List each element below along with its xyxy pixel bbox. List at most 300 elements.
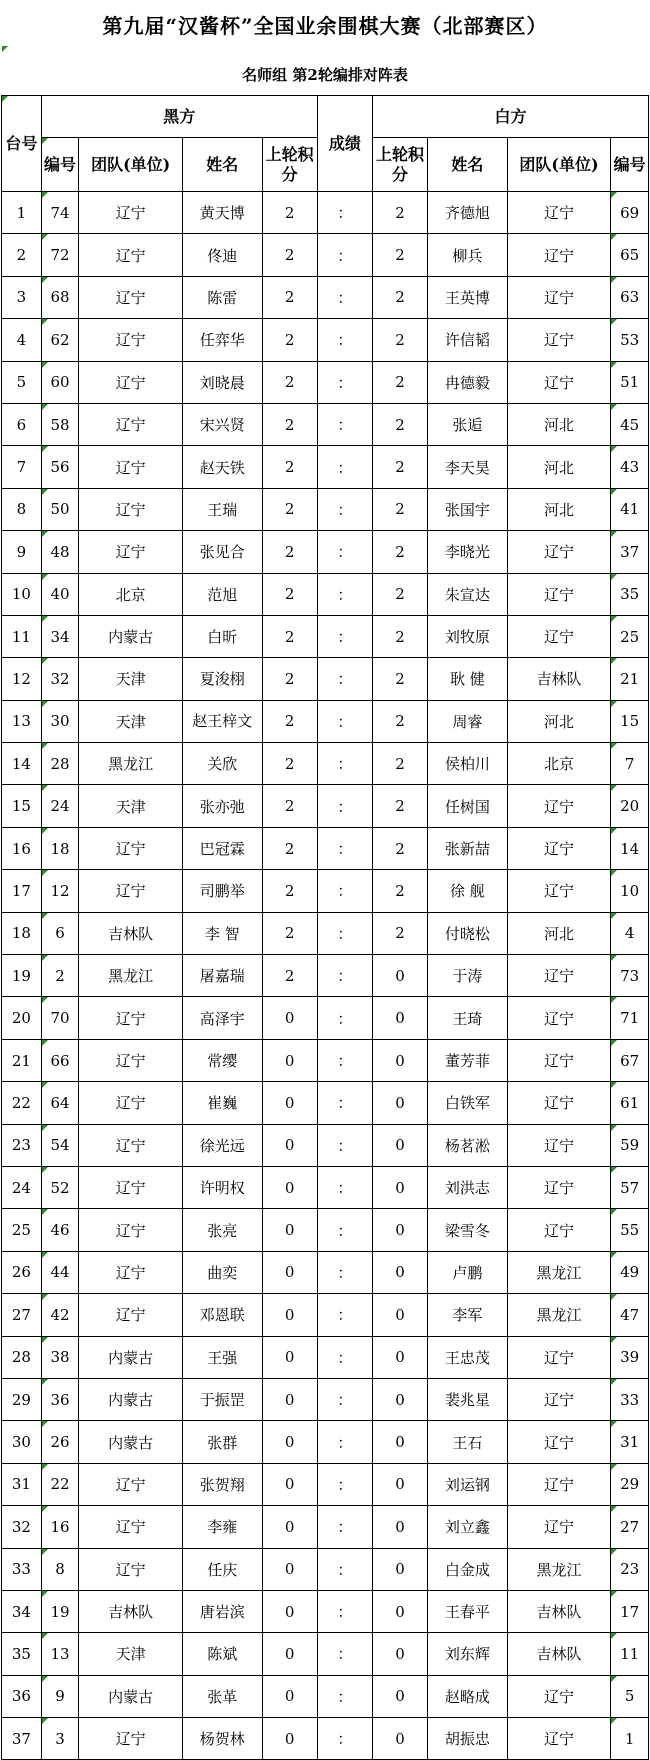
table-row	[2, 1166, 649, 1208]
white-prev-score: 2	[372, 446, 427, 488]
black-prev-score: 0	[262, 1039, 317, 1081]
black-player-name: 巴冠霖	[183, 827, 262, 869]
board-number: 24	[2, 1166, 42, 1208]
white-side-header: 白方	[372, 96, 648, 138]
black-player-name: 张见合	[183, 531, 262, 573]
board-number: 4	[2, 319, 42, 361]
black-player-name: 刘晓晨	[183, 361, 262, 403]
white-team: 辽宁	[507, 1675, 611, 1717]
result-cell: ：	[317, 192, 372, 234]
table-row	[2, 1336, 649, 1378]
white-player-name: 张国宇	[428, 488, 507, 530]
white-player-number: 49	[611, 1251, 649, 1293]
white-player-name: 任树国	[428, 785, 507, 827]
table-row	[2, 361, 649, 403]
black-prev-score: 0	[262, 1590, 317, 1632]
black-player-number: 60	[41, 361, 79, 403]
black-score-header: 上轮积分	[262, 138, 317, 192]
table-row	[2, 1124, 649, 1166]
white-prev-score: 2	[372, 785, 427, 827]
result-cell: ：	[317, 1421, 372, 1463]
white-player-name: 胡振忠	[428, 1718, 507, 1760]
black-player-name: 崔巍	[183, 1082, 262, 1124]
white-prev-score: 2	[372, 870, 427, 912]
board-number: 5	[2, 361, 42, 403]
black-team: 辽宁	[79, 1124, 183, 1166]
result-cell: ：	[317, 1294, 372, 1336]
result-cell: ：	[317, 912, 372, 954]
board-number: 27	[2, 1294, 42, 1336]
black-player-number: 56	[41, 446, 79, 488]
board-header: 台号	[2, 96, 42, 192]
white-team: 河北	[507, 700, 611, 742]
result-cell: ：	[317, 743, 372, 785]
black-prev-score: 2	[262, 743, 317, 785]
result-cell: ：	[317, 1378, 372, 1420]
black-team: 辽宁	[79, 827, 183, 869]
black-prev-score: 2	[262, 192, 317, 234]
black-player-name: 张革	[183, 1675, 262, 1717]
white-player-number: 4	[611, 912, 649, 954]
table-row	[2, 1039, 649, 1081]
black-team: 辽宁	[79, 1251, 183, 1293]
black-player-name: 邓恩联	[183, 1294, 262, 1336]
black-player-name: 张亦弛	[183, 785, 262, 827]
black-player-number: 70	[41, 997, 79, 1039]
white-player-number: 17	[611, 1590, 649, 1632]
black-player-number: 38	[41, 1336, 79, 1378]
black-player-number: 58	[41, 403, 79, 445]
white-team: 辽宁	[507, 870, 611, 912]
result-cell: ：	[317, 700, 372, 742]
white-player-name: 张逅	[428, 403, 507, 445]
white-prev-score: 0	[372, 1590, 427, 1632]
black-team: 辽宁	[79, 192, 183, 234]
result-cell: ：	[317, 1463, 372, 1505]
white-prev-score: 0	[372, 1675, 427, 1717]
black-prev-score: 2	[262, 488, 317, 530]
white-player-number: 47	[611, 1294, 649, 1336]
white-player-name: 王琦	[428, 997, 507, 1039]
white-player-number: 65	[611, 234, 649, 276]
black-player-name: 曲奕	[183, 1251, 262, 1293]
white-player-number: 41	[611, 488, 649, 530]
white-team: 河北	[507, 403, 611, 445]
table-row	[2, 1294, 649, 1336]
white-number-header: 编号	[611, 138, 649, 192]
white-player-name: 杨茗淞	[428, 1124, 507, 1166]
black-number-header: 编号	[41, 138, 79, 192]
white-player-name: 冉德毅	[428, 361, 507, 403]
black-player-number: 13	[41, 1633, 79, 1675]
white-prev-score: 0	[372, 1421, 427, 1463]
black-player-number: 40	[41, 573, 79, 615]
white-player-number: 23	[611, 1548, 649, 1590]
black-prev-score: 0	[262, 1082, 317, 1124]
white-player-name: 李军	[428, 1294, 507, 1336]
white-player-number: 37	[611, 531, 649, 573]
black-player-name: 赵王梓文	[183, 700, 262, 742]
white-player-number: 45	[611, 403, 649, 445]
table-row	[2, 192, 649, 234]
board-number: 19	[2, 955, 42, 997]
black-player-number: 62	[41, 319, 79, 361]
white-prev-score: 0	[372, 1124, 427, 1166]
white-prev-score: 2	[372, 912, 427, 954]
result-cell: ：	[317, 1590, 372, 1632]
black-player-number: 34	[41, 615, 79, 657]
white-team: 辽宁	[507, 361, 611, 403]
result-cell: ：	[317, 1209, 372, 1251]
white-prev-score: 2	[372, 827, 427, 869]
black-team: 辽宁	[79, 1039, 183, 1081]
white-team: 辽宁	[507, 1463, 611, 1505]
black-team: 辽宁	[79, 1548, 183, 1590]
black-prev-score: 2	[262, 700, 317, 742]
white-player-number: 53	[611, 319, 649, 361]
black-player-number: 28	[41, 743, 79, 785]
white-team: 辽宁	[507, 1378, 611, 1420]
white-player-number: 7	[611, 743, 649, 785]
white-player-number: 5	[611, 1675, 649, 1717]
black-player-name: 唐岩滨	[183, 1590, 262, 1632]
white-team: 吉林队	[507, 658, 611, 700]
black-team: 辽宁	[79, 531, 183, 573]
black-team: 辽宁	[79, 1209, 183, 1251]
black-team: 天津	[79, 658, 183, 700]
white-team: 辽宁	[507, 615, 611, 657]
result-cell: ：	[317, 1166, 372, 1208]
white-prev-score: 0	[372, 997, 427, 1039]
white-team: 辽宁	[507, 276, 611, 318]
white-team: 吉林队	[507, 1633, 611, 1675]
table-row	[2, 615, 649, 657]
table-row	[2, 1421, 649, 1463]
result-cell: ：	[317, 531, 372, 573]
black-prev-score: 0	[262, 1633, 317, 1675]
black-player-number: 68	[41, 276, 79, 318]
black-player-name: 夏浚栩	[183, 658, 262, 700]
board-number: 2	[2, 234, 42, 276]
board-number: 14	[2, 743, 42, 785]
table-row	[2, 870, 649, 912]
white-prev-score: 2	[372, 234, 427, 276]
white-player-name: 王忠茂	[428, 1336, 507, 1378]
board-number: 1	[2, 192, 42, 234]
black-team: 辽宁	[79, 488, 183, 530]
black-player-number: 32	[41, 658, 79, 700]
white-player-number: 21	[611, 658, 649, 700]
black-prev-score: 0	[262, 1378, 317, 1420]
table-row	[2, 743, 649, 785]
board-number: 28	[2, 1336, 42, 1378]
black-team: 北京	[79, 573, 183, 615]
black-player-name: 任弈华	[183, 319, 262, 361]
board-number: 9	[2, 531, 42, 573]
white-prev-score: 2	[372, 319, 427, 361]
black-prev-score: 0	[262, 1718, 317, 1760]
black-team: 辽宁	[79, 234, 183, 276]
black-team: 天津	[79, 1633, 183, 1675]
table-row	[2, 785, 649, 827]
white-player-number: 27	[611, 1506, 649, 1548]
black-team: 天津	[79, 785, 183, 827]
white-player-name: 付晓松	[428, 912, 507, 954]
board-number: 25	[2, 1209, 42, 1251]
board-number: 36	[2, 1675, 42, 1717]
black-prev-score: 2	[262, 955, 317, 997]
white-prev-score: 2	[372, 615, 427, 657]
table-row	[2, 488, 649, 530]
black-team: 辽宁	[79, 997, 183, 1039]
white-team: 辽宁	[507, 1209, 611, 1251]
black-player-number: 8	[41, 1548, 79, 1590]
white-prev-score: 0	[372, 955, 427, 997]
white-prev-score: 0	[372, 1251, 427, 1293]
result-cell: ：	[317, 785, 372, 827]
black-player-number: 36	[41, 1378, 79, 1420]
result-cell: ：	[317, 997, 372, 1039]
table-row	[2, 827, 649, 869]
black-team: 辽宁	[79, 1082, 183, 1124]
board-number: 23	[2, 1124, 42, 1166]
white-team: 辽宁	[507, 531, 611, 573]
white-player-name: 白金成	[428, 1548, 507, 1590]
black-team: 辽宁	[79, 870, 183, 912]
white-player-name: 白铁军	[428, 1082, 507, 1124]
white-team: 辽宁	[507, 955, 611, 997]
white-player-name: 李晓光	[428, 531, 507, 573]
black-prev-score: 2	[262, 658, 317, 700]
board-number: 3	[2, 276, 42, 318]
white-prev-score: 2	[372, 403, 427, 445]
table-row	[2, 1633, 649, 1675]
white-team: 黑龙江	[507, 1251, 611, 1293]
white-player-number: 55	[611, 1209, 649, 1251]
result-cell: ：	[317, 1124, 372, 1166]
black-player-number: 48	[41, 531, 79, 573]
white-player-number: 33	[611, 1378, 649, 1420]
white-player-name: 王春平	[428, 1590, 507, 1632]
white-prev-score: 0	[372, 1463, 427, 1505]
table-row	[2, 573, 649, 615]
black-player-number: 16	[41, 1506, 79, 1548]
black-team: 辽宁	[79, 1506, 183, 1548]
white-team: 黑龙江	[507, 1548, 611, 1590]
white-team: 辽宁	[507, 192, 611, 234]
white-player-name: 王英博	[428, 276, 507, 318]
board-number: 34	[2, 1590, 42, 1632]
white-team: 辽宁	[507, 1124, 611, 1166]
table-row	[2, 403, 649, 445]
result-cell: ：	[317, 658, 372, 700]
result-cell: ：	[317, 870, 372, 912]
table-row	[2, 997, 649, 1039]
black-player-number: 42	[41, 1294, 79, 1336]
white-prev-score: 0	[372, 1294, 427, 1336]
white-player-name: 徐 舰	[428, 870, 507, 912]
white-player-name: 周睿	[428, 700, 507, 742]
white-prev-score: 0	[372, 1378, 427, 1420]
board-number: 11	[2, 615, 42, 657]
black-player-name: 关欣	[183, 743, 262, 785]
black-player-number: 64	[41, 1082, 79, 1124]
white-team: 辽宁	[507, 1082, 611, 1124]
white-team: 辽宁	[507, 1336, 611, 1378]
black-player-number: 26	[41, 1421, 79, 1463]
white-prev-score: 2	[372, 658, 427, 700]
black-team: 黑龙江	[79, 955, 183, 997]
white-team: 辽宁	[507, 1506, 611, 1548]
black-player-name: 于振罡	[183, 1378, 262, 1420]
result-cell: ：	[317, 276, 372, 318]
black-prev-score: 0	[262, 1209, 317, 1251]
white-team: 辽宁	[507, 1718, 611, 1760]
white-player-number: 20	[611, 785, 649, 827]
result-cell: ：	[317, 1633, 372, 1675]
white-team: 黑龙江	[507, 1294, 611, 1336]
white-player-name: 刘东辉	[428, 1633, 507, 1675]
white-team: 河北	[507, 488, 611, 530]
white-name-header: 姓名	[428, 138, 507, 192]
black-name-header: 姓名	[183, 138, 262, 192]
result-cell: ：	[317, 319, 372, 361]
black-player-number: 18	[41, 827, 79, 869]
white-player-name: 许信韬	[428, 319, 507, 361]
white-player-number: 39	[611, 1336, 649, 1378]
table-row	[2, 1082, 649, 1124]
black-player-name: 许明权	[183, 1166, 262, 1208]
black-team: 辽宁	[79, 1166, 183, 1208]
result-cell: ：	[317, 1675, 372, 1717]
black-player-number: 24	[41, 785, 79, 827]
board-number: 12	[2, 658, 42, 700]
white-player-number: 1	[611, 1718, 649, 1760]
black-player-name: 陈斌	[183, 1633, 262, 1675]
black-player-name: 王瑞	[183, 488, 262, 530]
board-number: 37	[2, 1718, 42, 1760]
black-player-number: 30	[41, 700, 79, 742]
white-team: 河北	[507, 912, 611, 954]
pairing-table	[1, 95, 649, 1760]
white-team: 辽宁	[507, 573, 611, 615]
table-row	[2, 319, 649, 361]
black-team: 辽宁	[79, 1294, 183, 1336]
black-prev-score: 2	[262, 446, 317, 488]
black-player-number: 46	[41, 1209, 79, 1251]
white-score-header: 上轮积分	[372, 138, 427, 192]
white-prev-score: 0	[372, 1633, 427, 1675]
result-cell: ：	[317, 615, 372, 657]
table-row	[2, 1590, 649, 1632]
white-prev-score: 2	[372, 488, 427, 530]
black-player-number: 12	[41, 870, 79, 912]
black-player-name: 宋兴贤	[183, 403, 262, 445]
black-player-name: 佟迪	[183, 234, 262, 276]
white-prev-score: 2	[372, 743, 427, 785]
board-number: 31	[2, 1463, 42, 1505]
board-number: 20	[2, 997, 42, 1039]
black-player-name: 司鹏举	[183, 870, 262, 912]
black-prev-score: 2	[262, 531, 317, 573]
board-number: 18	[2, 912, 42, 954]
result-cell: ：	[317, 234, 372, 276]
black-player-name: 任庆	[183, 1548, 262, 1590]
black-team: 内蒙古	[79, 615, 183, 657]
white-player-name: 于涛	[428, 955, 507, 997]
white-team: 辽宁	[507, 827, 611, 869]
white-prev-score: 0	[372, 1506, 427, 1548]
board-number: 17	[2, 870, 42, 912]
board-number: 30	[2, 1421, 42, 1463]
black-team: 吉林队	[79, 1590, 183, 1632]
white-prev-score: 0	[372, 1082, 427, 1124]
board-number: 35	[2, 1633, 42, 1675]
black-team: 内蒙古	[79, 1336, 183, 1378]
table-row	[2, 234, 649, 276]
table-row	[2, 912, 649, 954]
black-prev-score: 0	[262, 1463, 317, 1505]
black-player-name: 杨贺林	[183, 1718, 262, 1760]
black-player-name: 陈雷	[183, 276, 262, 318]
black-side-header: 黑方	[41, 96, 317, 138]
black-player-name: 屠嘉瑞	[183, 955, 262, 997]
table-row	[2, 1548, 649, 1590]
result-cell: ：	[317, 1251, 372, 1293]
table-row	[2, 1378, 649, 1420]
black-prev-score: 2	[262, 361, 317, 403]
document-subtitle: 名师组 第2轮编排对阵表	[242, 66, 408, 84]
white-prev-score: 2	[372, 573, 427, 615]
white-player-name: 赵略成	[428, 1675, 507, 1717]
black-player-number: 50	[41, 488, 79, 530]
black-prev-score: 2	[262, 403, 317, 445]
board-number: 8	[2, 488, 42, 530]
white-player-number: 29	[611, 1463, 649, 1505]
black-prev-score: 2	[262, 912, 317, 954]
black-player-name: 赵天铁	[183, 446, 262, 488]
table-row	[2, 1209, 649, 1251]
board-number: 16	[2, 827, 42, 869]
white-player-number: 35	[611, 573, 649, 615]
white-player-number: 63	[611, 276, 649, 318]
black-player-name: 李 智	[183, 912, 262, 954]
result-header: 成绩	[317, 96, 372, 192]
black-player-number: 3	[41, 1718, 79, 1760]
white-player-number: 11	[611, 1633, 649, 1675]
black-player-number: 52	[41, 1166, 79, 1208]
white-player-name: 王石	[428, 1421, 507, 1463]
white-team: 辽宁	[507, 319, 611, 361]
black-player-name: 张贺翔	[183, 1463, 262, 1505]
white-prev-score: 2	[372, 531, 427, 573]
white-prev-score: 0	[372, 1336, 427, 1378]
black-prev-score: 0	[262, 1124, 317, 1166]
black-player-name: 高泽宇	[183, 997, 262, 1039]
black-player-name: 李雍	[183, 1506, 262, 1548]
white-player-name: 刘牧原	[428, 615, 507, 657]
white-player-name: 侯柏川	[428, 743, 507, 785]
white-team: 辽宁	[507, 785, 611, 827]
table-row	[2, 1675, 649, 1717]
white-prev-score: 2	[372, 700, 427, 742]
table-row	[2, 700, 649, 742]
black-team: 内蒙古	[79, 1421, 183, 1463]
white-player-number: 25	[611, 615, 649, 657]
white-player-number: 10	[611, 870, 649, 912]
table-row	[2, 1506, 649, 1548]
white-player-name: 刘立鑫	[428, 1506, 507, 1548]
